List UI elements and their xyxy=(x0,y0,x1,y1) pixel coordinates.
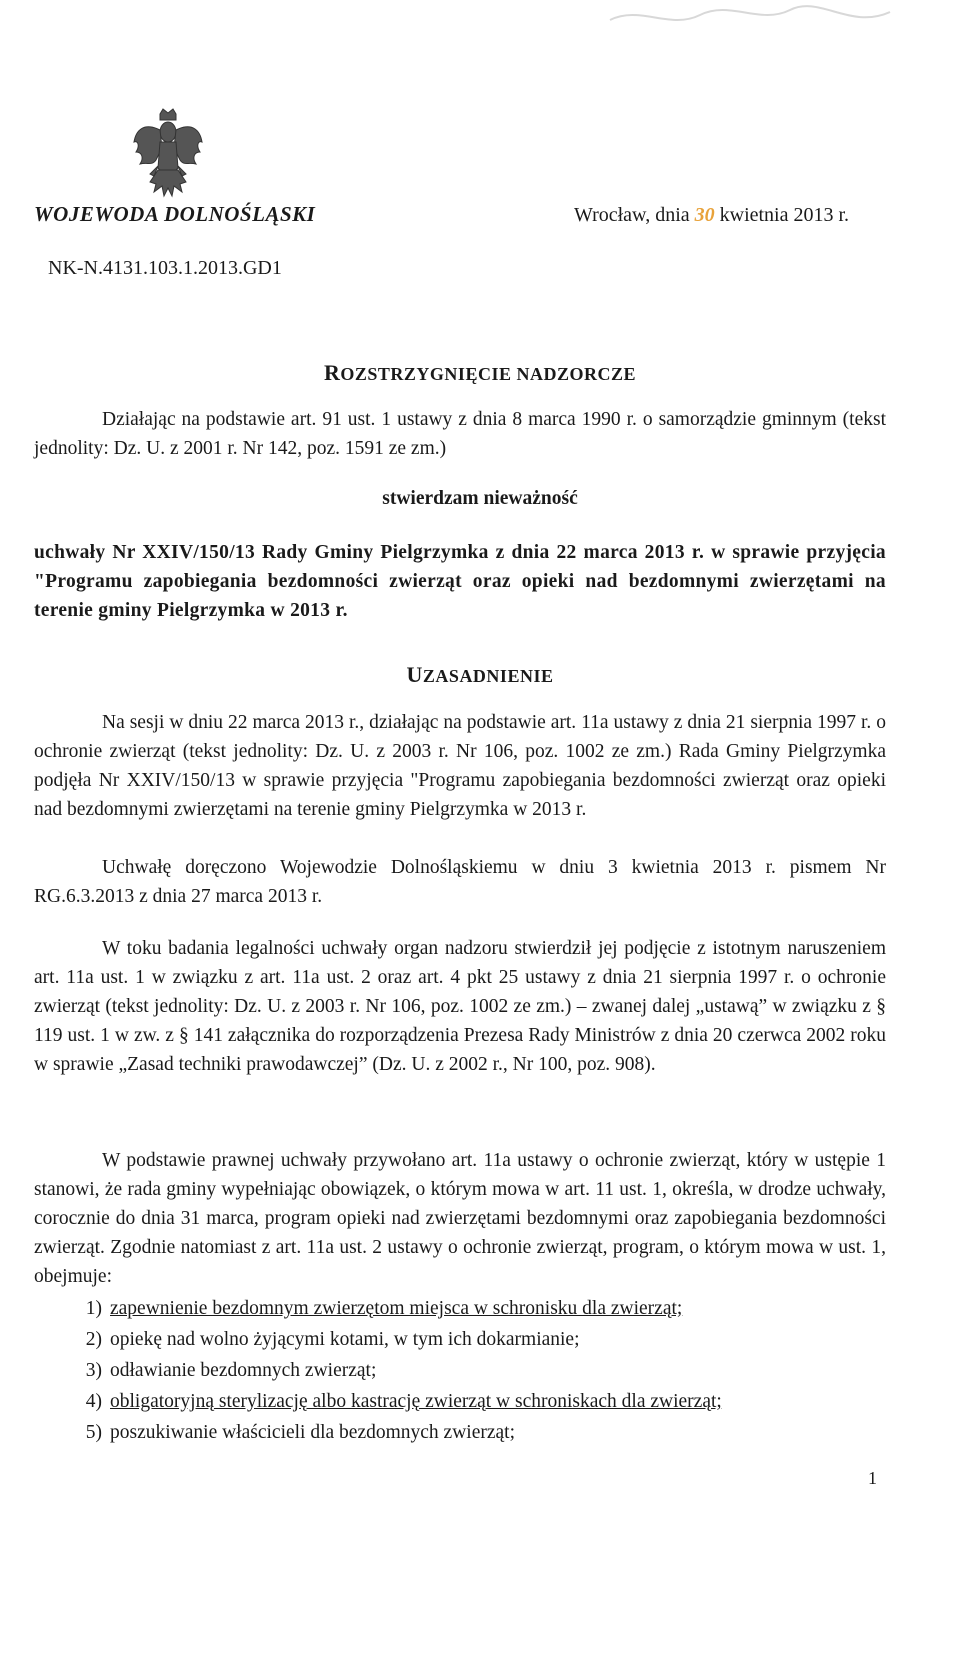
list-item xyxy=(34,1324,886,1355)
justification-heading xyxy=(0,662,960,688)
list-item-number: 2) xyxy=(85,1329,102,1350)
eagle-emblem-icon xyxy=(132,108,204,200)
list-item-number: 1) xyxy=(85,1298,102,1319)
decision-heading: stwierdzam nieważność xyxy=(382,488,578,509)
date-suffix: kwietnia 2013 r. xyxy=(719,204,850,226)
list-item-number: 5) xyxy=(85,1422,102,1443)
list-item-text: zapewnienie bezdomnym zwierzętom miejsca w schronisku dla zwierząt; xyxy=(110,1298,683,1319)
intro-paragraph: Działając na podstawie art. 91 ust. 1 ustawy z dnia 8 marca 1990 r. o samorządzie gminnym (tekst jednolity: Dz. U. z 2001 r. Nr 142, poz. 1591 ze zm.) xyxy=(34,409,886,459)
list-item xyxy=(34,1355,886,1386)
date-prefix: Wrocław, dnia xyxy=(574,204,690,226)
list-item-text: odławianie bezdomnych zwierząt; xyxy=(110,1360,377,1381)
justification-initial: U xyxy=(406,662,423,687)
paragraph-session: Na sesji w dniu 22 marca 2013 r., działając na podstawie art. 11a ustawy z dnia 21 sierpnia 1997 r. o ochronie zwierząt (tekst jednolity: Dz. U. z 2003 r. Nr 106, poz. 1002 ze zm.) Rada Gminy Pielgrzymka podjęła Nr XXIV/150/13 w sprawie przyjęcia "Programu zapobiegania bezdomności zwierząt oraz opieki nad bezdomnymi zwierzętami na terenie gminy Pielgrzymka w 2013 r. xyxy=(34,712,886,820)
list-item xyxy=(34,1417,886,1448)
decision-text: uchwały Nr XXIV/150/13 Rady Gminy Pielgrzymka z dnia 22 marca 2013 r. w sprawie przyjęcia "Programu zapobiegania bezdomności zwierząt oraz opieki nad bezdomnymi zwierzętami na terenie gminy Pielgrzymka w 2013 r. xyxy=(34,542,886,621)
title-rest: OZSTRZYGNIĘCIE NADZORCZE xyxy=(340,364,636,384)
list-item-text: poszukiwanie właścicieli dla bezdomnych zwierząt; xyxy=(110,1422,516,1443)
list-item xyxy=(34,1293,886,1324)
issuer-name: WOJEWODA DOLNOŚLĄSKI xyxy=(34,202,316,226)
page-number: 1 xyxy=(868,1468,877,1488)
paragraph-delivery: Uchwałę doręczono Wojewodzie Dolnośląskiemu w dniu 3 kwietnia 2013 r. pismem Nr RG.6.3.2013 z dnia 27 marca 2013 r. xyxy=(34,857,886,907)
list-item-text: opiekę nad wolno żyjącymi kotami, w tym ich dokarmianie; xyxy=(110,1329,580,1350)
justification-rest: ZASADNIENIE xyxy=(422,666,554,686)
paragraph-legality: W toku badania legalności uchwały organ nadzoru stwierdził jej podjęcie z istotnym naruszeniem art. 11a ust. 1 w związku z art. 11a ust. 2 oraz art. 4 pkt 25 ustawy z dnia 21 sierpnia 1997 r. o ochronie zwierząt (tekst jednolity: Dz. U. z 2003 r. Nr 106, poz. 1002 ze zm.) – zwanej dalej „ustawą” w związku z § 119 ust. 1 w zw. z § 141 załącznika do rozporządzenia Prezesa Rady Ministrów z dnia 20 czerwca 2002 roku w sprawie „Zasad techniki prawodawczej” (Dz. U. z 2002 r., Nr 100, poz. 908). xyxy=(34,938,886,1075)
list-item-number: 4) xyxy=(85,1391,102,1412)
document-title xyxy=(0,360,960,386)
list-item-number: 3) xyxy=(85,1360,102,1381)
reference-number: NK-N.4131.103.1.2013.GD1 xyxy=(48,257,282,279)
title-initial: R xyxy=(324,360,341,385)
list-item xyxy=(34,1386,886,1417)
paragraph-legal-basis: W podstawie prawnej uchwały przywołano art. 11a ustawy o ochronie zwierząt, który w ustępie 1 stanowi, że rada gminy wypełniając obowiązek, o którym mowa w art. 11 ust. 1, określa, w drodze uchwały, corocznie do dnia 31 marca, program opieki nad zwierzętami bezdomnymi oraz zapobiegania bezdomności zwierząt. Zgodnie natomiast z art. 11a ust. 2 ustawy o ochronie zwierząt, program, o którym mowa w ust. 1, obejmuje: xyxy=(34,1150,886,1287)
date-line xyxy=(574,204,849,227)
list-item-text: obligatoryjną sterylizację albo kastrację zwierząt w schroniskach dla zwierząt; xyxy=(110,1391,722,1412)
date-day-handwritten: 30 xyxy=(694,204,715,226)
signature-scribble xyxy=(600,0,900,36)
program-items-list xyxy=(34,1293,886,1448)
